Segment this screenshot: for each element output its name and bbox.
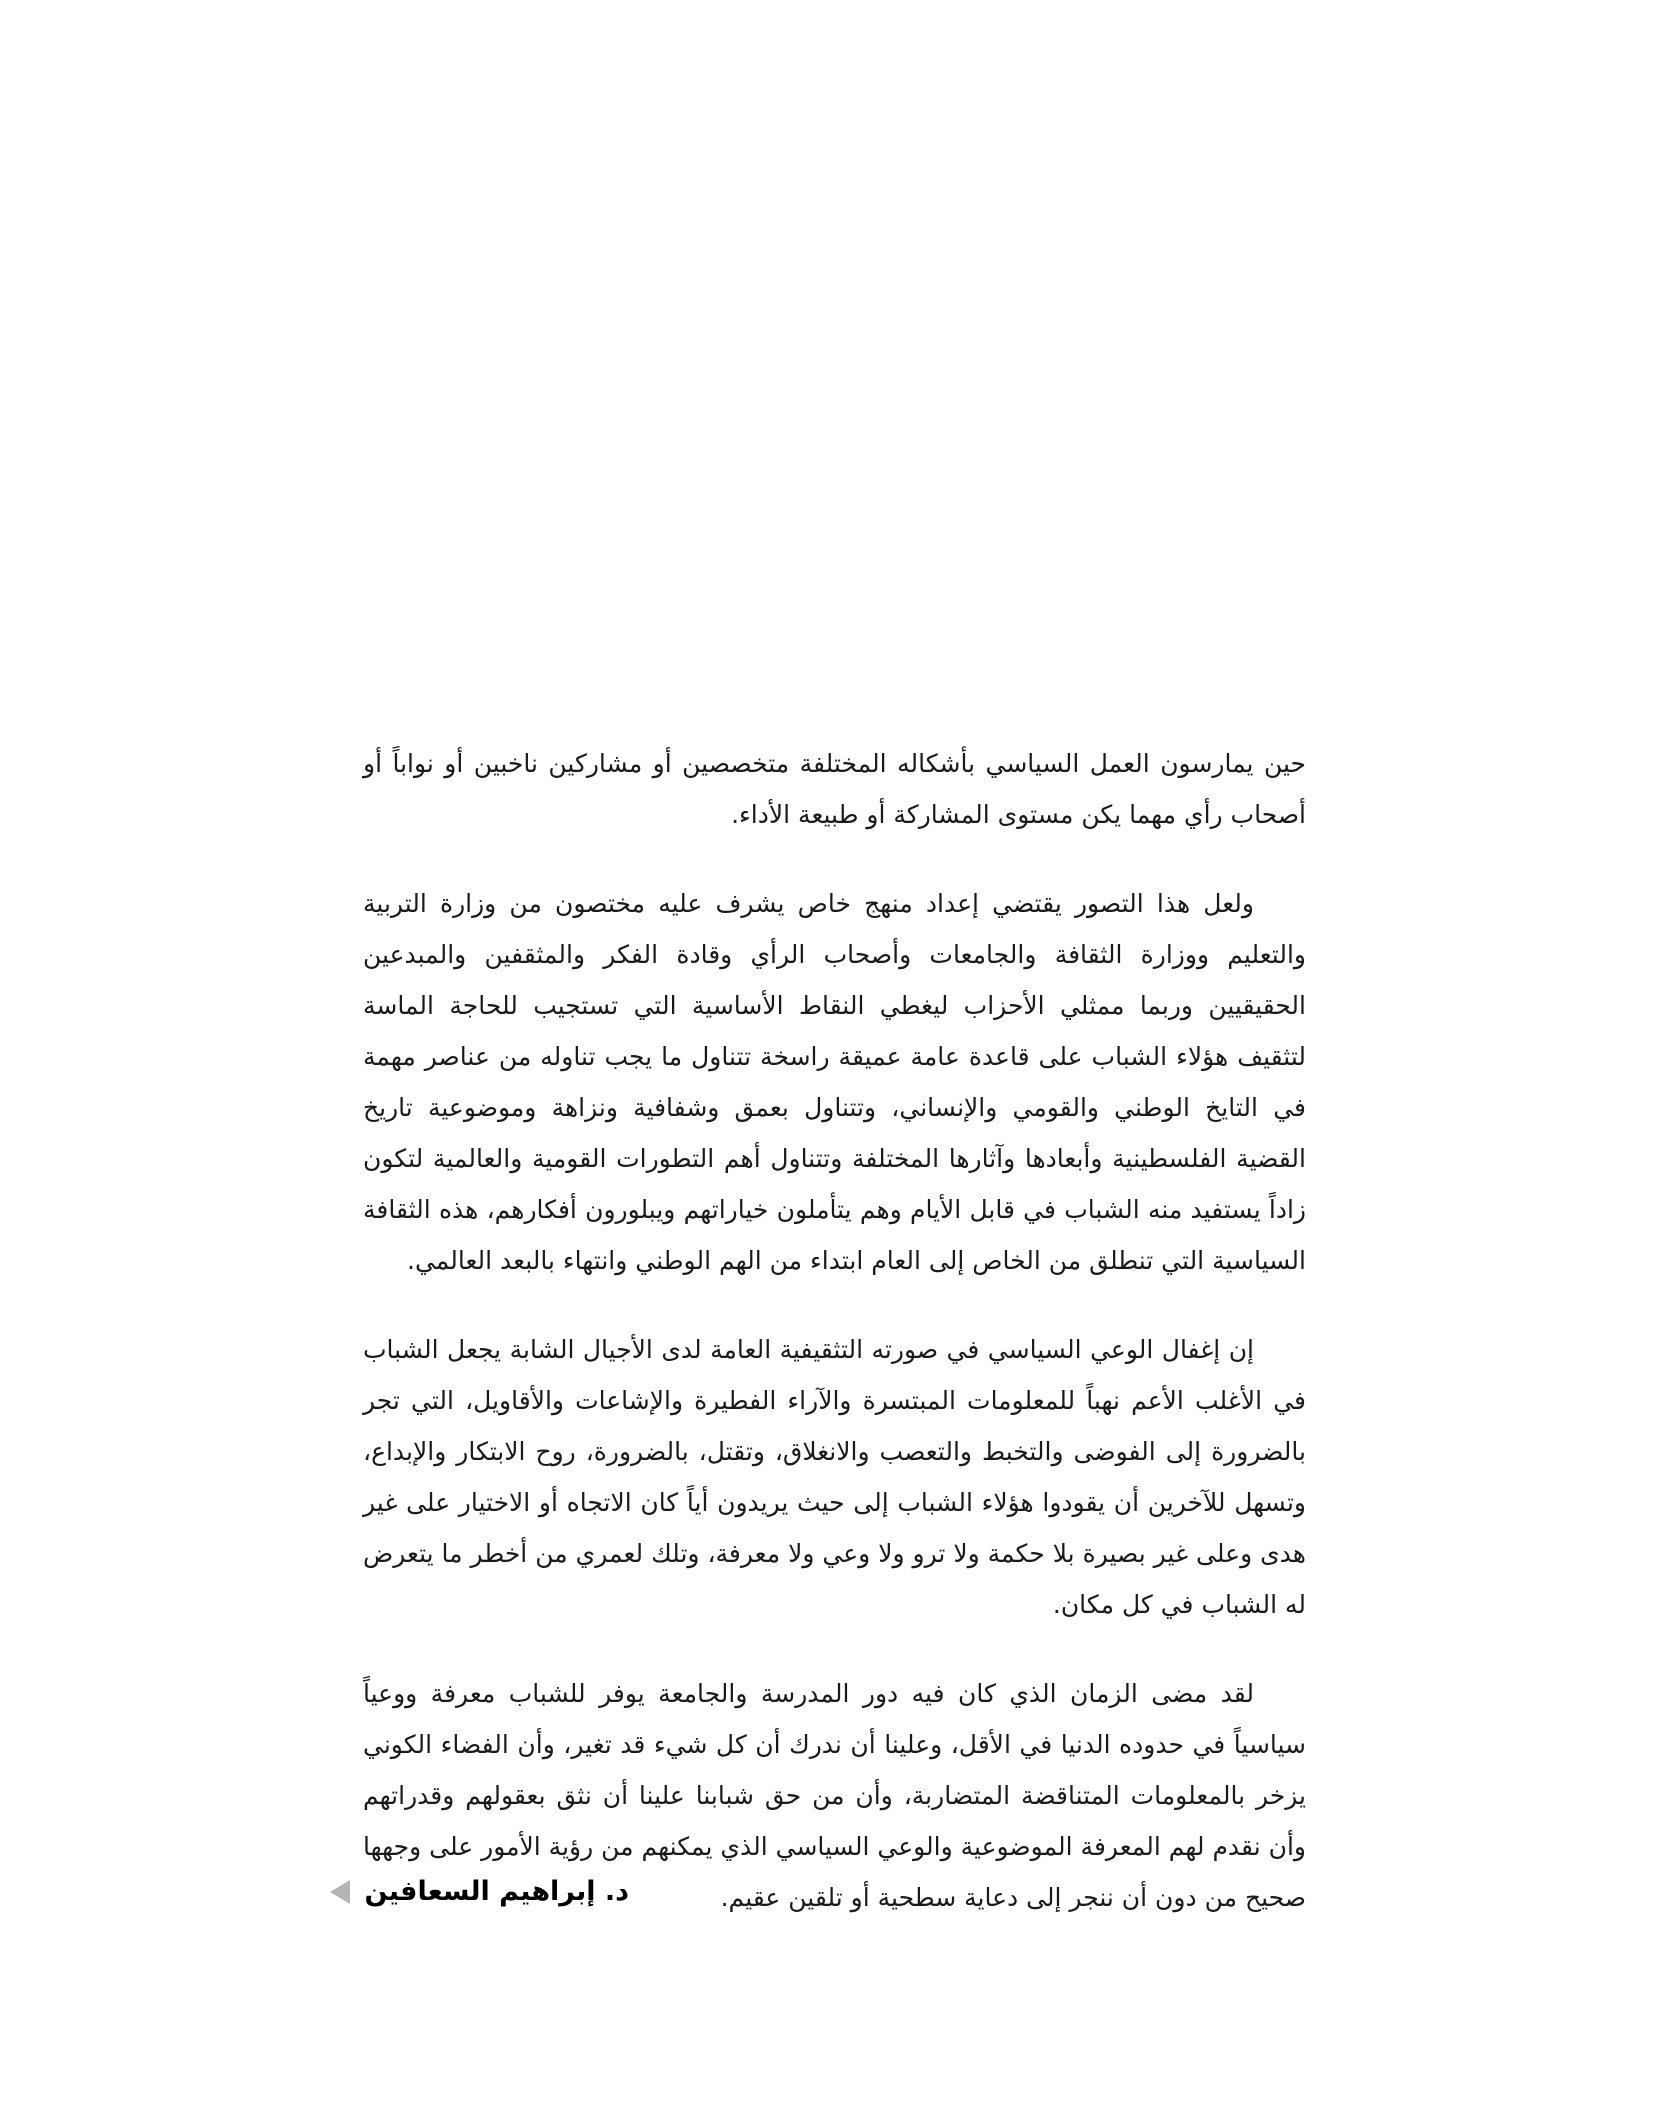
author-name: د. إبراهيم السعافين [364,1876,629,1907]
article-body [363,738,1306,1923]
author-signature [330,1876,629,1907]
paragraph-2: ولعل هذا التصور يقتضي إعداد منهج خاص يشرف عليه مختصون من وزارة التربية والتعليم ووزارة الثقافة والجامعات وأصحاب الرأي وقادة الفكر والمثقفين والمبدعين الحقيقيين وربما ممثلي الأحزاب ليغطي النقاط الأساسية التي تستجيب للحاجة الماسة لتثقيف هؤلاء الشباب على قاعدة عامة عميقة راسخة تتناول ما يجب تناوله من عناصر مهمة في التايخ الوطني والقومي والإنساني، وتتناول بعمق وشفافية ونزاهة وموضوعية تاريخ القضية الفلسطينية وأبعادها وآثارها المختلفة وتتناول أهم التطورات القومية والعالمية لتكون زاداً يستفيد منه الشباب في قابل الأيام وهم يتأملون خياراتهم ويبلورون أفكارهم، هذه الثقافة السياسية التي تنطلق من الخاص إلى العام ابتداء من الهم الوطني وانتهاء بالبعد العالمي. [363,889,1306,1275]
paragraph-3: إن إغفال الوعي السياسي في صورته التثقيفية العامة لدى الأجيال الشابة يجعل الشباب في الأغلب الأعم نهباً للمعلومات المبتسرة والآراء الفطيرة والإشاعات والأقاويل، التي تجر بالضرورة إلى الفوضى والتخبط والتعصب والانغلاق، وتقتل، بالضرورة، روح الابتكار والإبداع، وتسهل للآخرين أن يقودوا هؤلاء الشباب إلى حيث يريدون أياً كان الاتجاه أو الاختيار على غير هدى وعلى غير بصيرة بلا حكمة ولا ترو ولا وعي ولا معرفة، وتلك لعمري من أخطر ما يتعرض له الشباب في كل مكان. [363,1335,1306,1619]
triangle-marker-icon [330,1880,350,1904]
paragraph-4: لقد مضى الزمان الذي كان فيه دور المدرسة والجامعة يوفر للشباب معرفة ووعياً سياسياً في حدوده الدنيا في الأقل، وعلينا أن ندرك أن كل شيء قد تغير، وأن الفضاء الكوني يزخر بالمعلومات المتناقضة المتضاربة، وأن من حق شبابنا علينا أن نثق بعقولهم وقدراتهم وأن نقدم لهم المعرفة الموضوعية والوعي السياسي الذي يمكنهم من رؤية الأمور على وجهها صحيح من دون أن ننجر إلى دعاية سطحية أو تلقين عقيم. [363,1679,1306,1912]
paragraph-1: حين يمارسون العمل السياسي بأشكاله المختلفة متخصصين أو مشاركين ناخبين أو نواباً أو أصحاب رأي مهما يكن مستوى المشاركة أو طبيعة الأداء. [363,749,1306,829]
